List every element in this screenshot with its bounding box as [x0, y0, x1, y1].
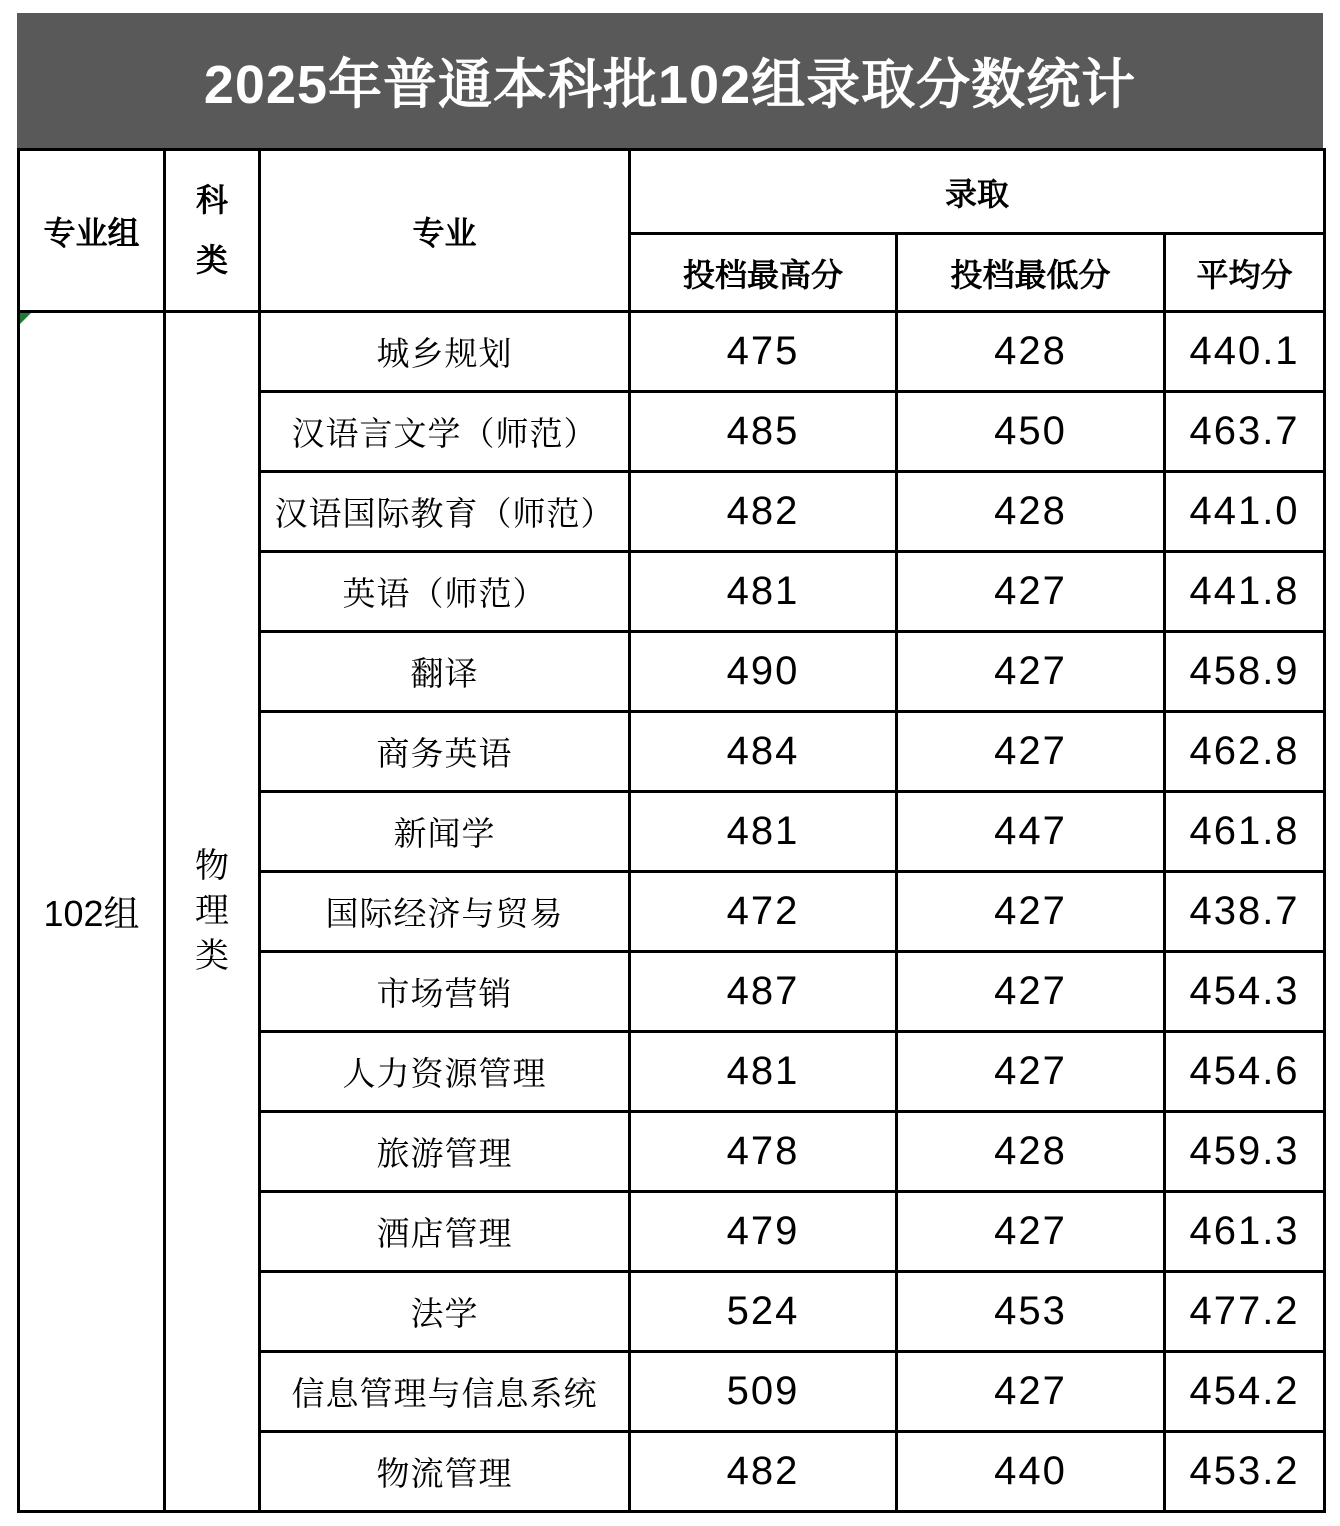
max-score-cell: 509 [630, 1352, 897, 1432]
col-header-group: 专业组 [19, 150, 165, 312]
category-cell [165, 312, 260, 1512]
max-score-cell: 479 [630, 1192, 897, 1272]
col-header-avg-score: 平均分 [1165, 234, 1325, 312]
group-cell [19, 312, 165, 1512]
avg-score-cell: 441.8 [1165, 552, 1325, 632]
avg-score-cell: 454.6 [1165, 1032, 1325, 1112]
min-score-cell: 427 [897, 552, 1165, 632]
avg-score-cell: 458.9 [1165, 632, 1325, 712]
max-score-cell: 524 [630, 1272, 897, 1352]
major-cell: 市场营销 [260, 952, 630, 1032]
major-cell: 信息管理与信息系统 [260, 1352, 630, 1432]
min-score-cell: 453 [897, 1272, 1165, 1352]
min-score-cell: 428 [897, 312, 1165, 392]
major-cell: 人力资源管理 [260, 1032, 630, 1112]
max-score-cell: 481 [630, 792, 897, 872]
scores-table [17, 148, 1326, 1513]
major-cell: 英语（师范） [260, 552, 630, 632]
avg-score-cell: 438.7 [1165, 872, 1325, 952]
min-score-cell: 450 [897, 392, 1165, 472]
max-score-cell: 482 [630, 1432, 897, 1512]
max-score-cell: 472 [630, 872, 897, 952]
max-score-cell: 485 [630, 392, 897, 472]
table-row [19, 312, 1325, 392]
min-score-cell: 427 [897, 952, 1165, 1032]
category-label: 物理类 [195, 847, 229, 975]
major-cell: 法学 [260, 1272, 630, 1352]
min-score-cell: 427 [897, 632, 1165, 712]
min-score-cell: 427 [897, 1352, 1165, 1432]
major-cell: 汉语言文学（师范） [260, 392, 630, 472]
major-cell: 旅游管理 [260, 1112, 630, 1192]
major-cell: 翻译 [260, 632, 630, 712]
min-score-cell: 427 [897, 872, 1165, 952]
avg-score-cell: 454.2 [1165, 1352, 1325, 1432]
max-score-cell: 490 [630, 632, 897, 712]
min-score-cell: 440 [897, 1432, 1165, 1512]
major-cell: 国际经济与贸易 [260, 872, 630, 952]
avg-score-cell: 453.2 [1165, 1432, 1325, 1512]
major-cell: 酒店管理 [260, 1192, 630, 1272]
max-score-cell: 475 [630, 312, 897, 392]
avg-score-cell: 440.1 [1165, 312, 1325, 392]
page-title: 2025年普通本科批102组录取分数统计 [203, 55, 1137, 115]
avg-score-cell: 461.3 [1165, 1192, 1325, 1272]
avg-score-cell: 441.0 [1165, 472, 1325, 552]
major-cell: 新闻学 [260, 792, 630, 872]
col-header-category [165, 150, 260, 312]
max-score-cell: 487 [630, 952, 897, 1032]
max-score-cell: 478 [630, 1112, 897, 1192]
avg-score-cell: 477.2 [1165, 1272, 1325, 1352]
col-header-admission: 录取 [630, 150, 1325, 234]
avg-score-cell: 463.7 [1165, 392, 1325, 472]
major-cell: 城乡规划 [260, 312, 630, 392]
min-score-cell: 428 [897, 472, 1165, 552]
min-score-cell: 427 [897, 1192, 1165, 1272]
min-score-cell: 447 [897, 792, 1165, 872]
major-cell: 汉语国际教育（师范） [260, 472, 630, 552]
page [17, 13, 1323, 1513]
group-label: 102组 [43, 893, 140, 934]
max-score-cell: 482 [630, 472, 897, 552]
col-header-max-score: 投档最高分 [630, 234, 897, 312]
min-score-cell: 427 [897, 712, 1165, 792]
max-score-cell: 481 [630, 1032, 897, 1112]
min-score-cell: 427 [897, 1032, 1165, 1112]
avg-score-cell: 454.3 [1165, 952, 1325, 1032]
max-score-cell: 481 [630, 552, 897, 632]
avg-score-cell: 459.3 [1165, 1112, 1325, 1192]
avg-score-cell: 462.8 [1165, 712, 1325, 792]
major-cell: 商务英语 [260, 712, 630, 792]
col-header-min-score: 投档最低分 [897, 234, 1165, 312]
col-header-category-label: 科类 [195, 182, 228, 278]
excel-error-indicator-icon [20, 313, 31, 324]
avg-score-cell: 461.8 [1165, 792, 1325, 872]
header-row-1 [19, 150, 1325, 234]
col-header-major: 专业 [260, 150, 630, 312]
min-score-cell: 428 [897, 1112, 1165, 1192]
title-bar [17, 13, 1323, 148]
major-cell: 物流管理 [260, 1432, 630, 1512]
max-score-cell: 484 [630, 712, 897, 792]
